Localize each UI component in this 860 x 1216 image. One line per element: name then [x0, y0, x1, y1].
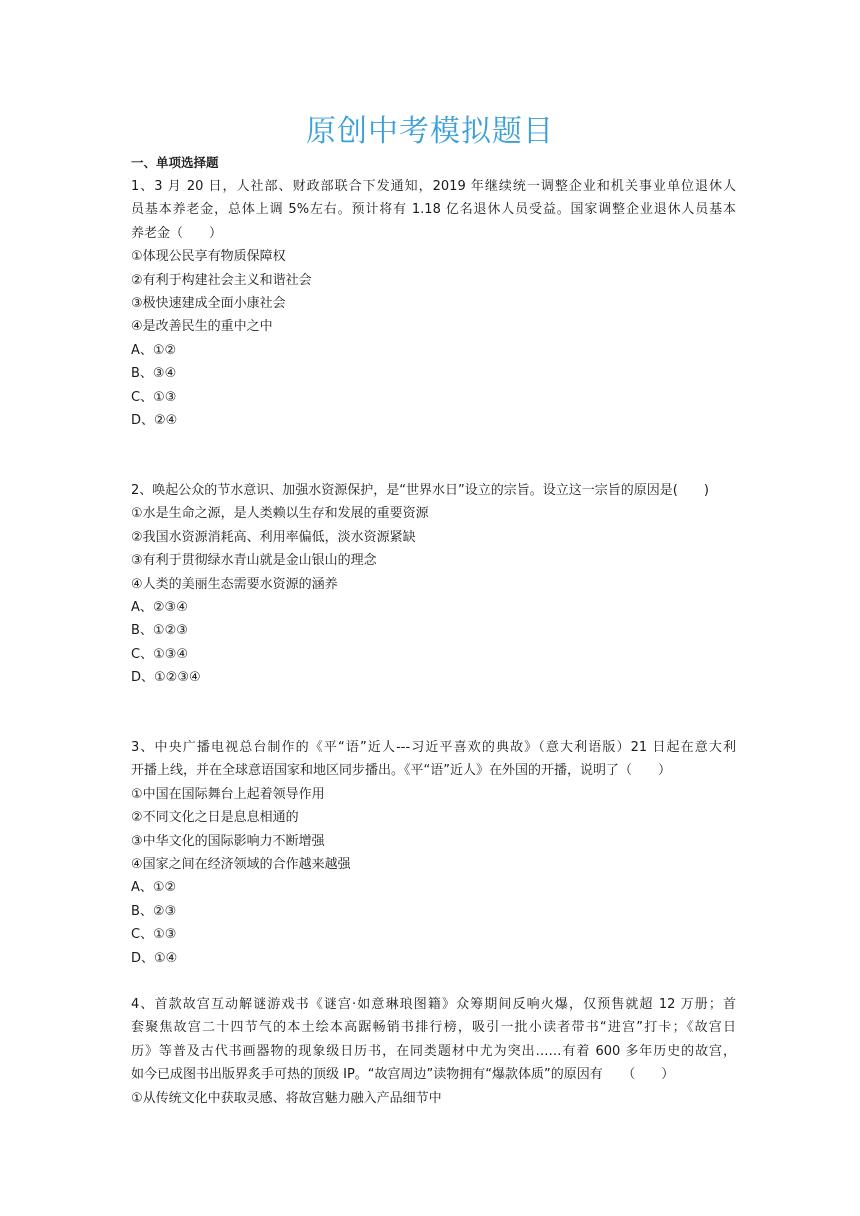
- option-a: A、①②: [131, 342, 177, 358]
- stem-line: 如今已成图书出版界炙手可热的顶级 IP。“故宫周边”读物拥有“爆款体质”的原因有 （ ）: [131, 1067, 675, 1083]
- statement: ②有利于构建社会主义和谐社会: [131, 272, 312, 288]
- statement: ③极快速建成全面小康社会: [131, 295, 286, 311]
- stem-line: 历》等普及古代书画器物的现象级日历书，在同类题材中尤为突出……有着 600 多年历史的故宫，: [131, 1043, 736, 1059]
- section-heading: 一、单项选择题: [131, 155, 219, 170]
- stem-line: 1、3 月 20 日，人社部、财政部联合下发通知，2019 年继续统一调整企业和机关事业单位退休人: [131, 179, 736, 194]
- statement: ②不同文化之日是息息相通的: [131, 810, 299, 826]
- question-stem: [131, 175, 736, 245]
- page-title: 原创中考模拟题目: [306, 114, 554, 149]
- question-4: [131, 993, 736, 1110]
- stem-line: 套聚焦故宫二十四节气的本土绘本高踞畅销书排行榜，吸引一批小读者带书“进宫”打卡；《故宫日: [131, 1020, 736, 1036]
- stem-line: 2、唤起公众的节水意识、加强水资源保护，是“世界水日”设立的宗旨。设立这一宗旨的原因是( ): [131, 483, 709, 498]
- option-d: D、②④: [131, 412, 178, 428]
- statement: ②我国水资源消耗高、利用率偏低，淡水资源紧缺: [131, 529, 416, 545]
- question-stem: [131, 736, 736, 783]
- question-2: [131, 479, 736, 690]
- question-stem: [131, 479, 736, 502]
- option-a: A、②③④: [131, 599, 188, 615]
- statement: ③中华文化的国际影响力不断增强: [131, 833, 325, 849]
- option-b: B、③④: [131, 366, 177, 382]
- stem-line: 养老金（ ）: [131, 225, 223, 241]
- option-b: B、②③: [131, 903, 177, 919]
- question-stem: [131, 993, 736, 1087]
- statement: ④是改善民生的重中之中: [131, 319, 273, 335]
- option-c: C、①③④: [131, 646, 189, 662]
- option-c: C、①③: [131, 927, 177, 943]
- option-b: B、①②③: [131, 623, 188, 639]
- statement: ④人类的美丽生态需要水资源的涵养: [131, 576, 338, 592]
- stem-line: 3、中央广播电视总台制作的《平“语”近人---习近平喜欢的典故》（意大利语版）21 日起在意大利: [131, 740, 736, 755]
- stem-line: 4、首款故宫互动解谜游戏书《谜宫·如意琳琅图籍》众筹期间反响火爆，仅预售就超 12 万册；首: [131, 997, 736, 1012]
- question-3: [131, 736, 736, 970]
- option-d: D、①④: [131, 950, 178, 966]
- option-d: D、①②③④: [131, 670, 201, 686]
- option-a: A、①②: [131, 880, 177, 896]
- statement: ①从传统文化中获取灵感、将故宫魅力融入产品细节中: [131, 1090, 442, 1106]
- question-1: [131, 175, 736, 432]
- stem-line: 员基本养老金，总体上调 5%左右。预计将有 1.18 亿名退休人员受益。国家调整企业退休人员基本: [131, 202, 736, 218]
- statement: ③有利于贯彻绿水青山就是金山银山的理念: [131, 553, 377, 569]
- option-c: C、①③: [131, 389, 177, 405]
- statement: ①中国在国际舞台上起着领导作用: [131, 786, 325, 802]
- statement: ④国家之间在经济领域的合作越来越强: [131, 856, 351, 872]
- stem-line: 开播上线，并在全球意语国家和地区同步播出。《平“语”近人》在外国的开播，说明了（ ）: [131, 763, 671, 779]
- statement: ①水是生命之源，是人类赖以生存和发展的重要资源: [131, 506, 429, 522]
- statement: ①体现公民享有物质保障权: [131, 249, 286, 265]
